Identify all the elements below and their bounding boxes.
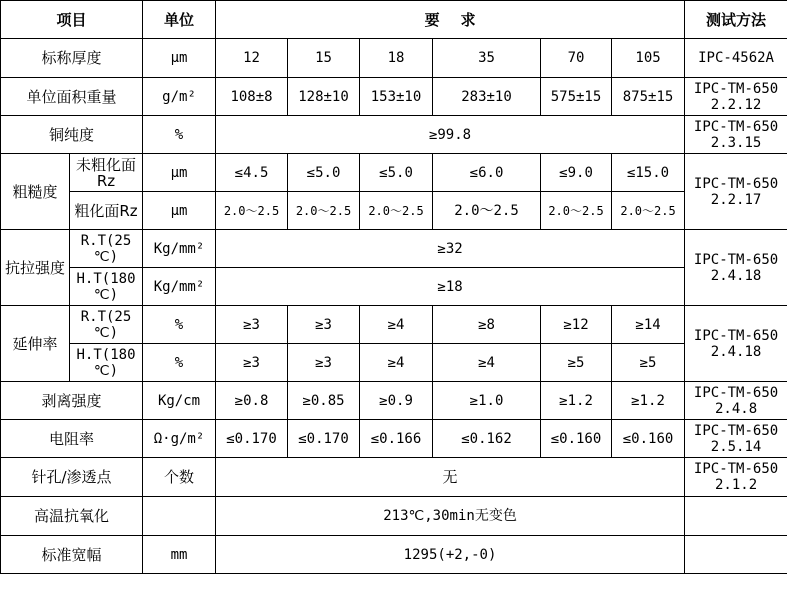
elongation-ht-row [1, 344, 787, 382]
resistivity-method [685, 420, 787, 458]
pinhole-unit: 个数 [143, 458, 216, 497]
elongation-rt-row [1, 306, 787, 344]
roughness-treated-value: 2.0～2.5 [541, 192, 612, 230]
weight-value: 875±15 [612, 78, 685, 116]
roughness-treated-row [1, 192, 787, 230]
tensile-method [685, 230, 787, 306]
peel-value: ≥0.9 [360, 382, 433, 420]
method-line-1: IPC-TM-650 [693, 175, 779, 192]
thickness-unit: μm [143, 39, 216, 78]
resistivity-value: ≤0.166 [360, 420, 433, 458]
roughness-untreated-unit: μm [143, 154, 216, 192]
elongation-ht-value: ≥3 [216, 344, 288, 382]
tensile-ht-value: ≥18 [216, 268, 685, 306]
tensile-ht-unit: Kg/mm² [143, 268, 216, 306]
tensile-rt-unit: Kg/mm² [143, 230, 216, 268]
thickness-value: 15 [288, 39, 360, 78]
purity-unit: % [143, 116, 216, 154]
tensile-rt-value: ≥32 [216, 230, 685, 268]
tensile-ht-label [70, 268, 143, 306]
elongation-rt-value: ≥4 [360, 306, 433, 344]
elongation-ht-label [70, 344, 143, 382]
peel-value: ≥0.85 [288, 382, 360, 420]
roughness-treated-value: 2.0～2.5 [216, 192, 288, 230]
weight-value: 575±15 [541, 78, 612, 116]
weight-unit: g/m² [143, 78, 216, 116]
elongation-ht-value: ≥4 [433, 344, 541, 382]
pinhole-method [685, 458, 787, 497]
method-line-2: 2.4.18 [710, 267, 762, 284]
width-row [1, 536, 787, 574]
method-line-2: 2.5.14 [710, 438, 762, 455]
thickness-value: 18 [360, 39, 433, 78]
header-row [1, 1, 787, 39]
roughness-untreated-value: ≤5.0 [360, 154, 433, 192]
width-label: 标准宽幅 [1, 536, 143, 574]
weight-value: 128±10 [288, 78, 360, 116]
header-requirement: 要 求 [216, 1, 685, 39]
method-line-1: IPC-TM-650 [693, 118, 779, 135]
roughness-untreated-value: ≤5.0 [288, 154, 360, 192]
label-line-1: H.T(180 [76, 346, 136, 363]
method-line-2: 2.4.18 [710, 343, 762, 360]
weight-row [1, 78, 787, 116]
pinhole-row [1, 458, 787, 497]
roughness-untreated-label [70, 154, 143, 192]
peel-value: ≥1.2 [612, 382, 685, 420]
elongation-rt-value: ≥8 [433, 306, 541, 344]
weight-value: 108±8 [216, 78, 288, 116]
thickness-value: 70 [541, 39, 612, 78]
resistivity-unit: Ω·g/m² [143, 420, 216, 458]
purity-row [1, 116, 787, 154]
resistivity-value: ≤0.160 [541, 420, 612, 458]
elongation-rt-unit: % [143, 306, 216, 344]
tensile-ht-row [1, 268, 787, 306]
label-line-1: H.T(180 [76, 270, 136, 287]
width-method [685, 536, 787, 574]
pinhole-label: 针孔/渗透点 [1, 458, 143, 497]
peel-row [1, 382, 787, 420]
method-line-1: IPC-TM-650 [693, 422, 779, 439]
roughness-untreated-value: ≤4.5 [216, 154, 288, 192]
resistivity-value: ≤0.170 [216, 420, 288, 458]
width-unit: mm [143, 536, 216, 574]
peel-value: ≥1.2 [541, 382, 612, 420]
header-unit: 单位 [143, 1, 216, 39]
label-line-2: ℃) [93, 248, 119, 265]
purity-label: 铜纯度 [1, 116, 143, 154]
peel-method [685, 382, 787, 420]
method-line-2: 2.1.2 [714, 477, 758, 493]
elongation-ht-value: ≥5 [612, 344, 685, 382]
roughness-untreated-row [1, 154, 787, 192]
elongation-label: 延伸率 [1, 306, 70, 382]
method-line-1: IPC-TM-650 [693, 251, 779, 268]
weight-label: 单位面积重量 [1, 78, 143, 116]
peel-unit: Kg/cm [143, 382, 216, 420]
resistivity-label: 电阻率 [1, 420, 143, 458]
weight-value: 153±10 [360, 78, 433, 116]
tensile-label: 抗拉强度 [1, 230, 70, 306]
thickness-label: 标称厚度 [1, 39, 143, 78]
thickness-value: 105 [612, 39, 685, 78]
thickness-row [1, 39, 787, 78]
tensile-rt-row [1, 230, 787, 268]
header-item: 项目 [1, 1, 143, 39]
roughness-treated-label: 粗化面Rz [70, 192, 143, 230]
label-line-2: ℃) [93, 324, 119, 341]
width-value: 1295(+2,-0) [216, 536, 685, 574]
oxidation-row [1, 497, 787, 536]
roughness-treated-value: 2.0～2.5 [360, 192, 433, 230]
thickness-value: 35 [433, 39, 541, 78]
label-line-2: ℃) [93, 362, 119, 379]
method-line-1: IPC-TM-650 [693, 80, 779, 97]
roughness-method [685, 154, 787, 230]
resistivity-row [1, 420, 787, 458]
oxidation-value: 213℃,30min无变色 [216, 497, 685, 536]
elongation-rt-value: ≥3 [288, 306, 360, 344]
elongation-ht-value: ≥5 [541, 344, 612, 382]
oxidation-unit [143, 497, 216, 536]
method-line-1: IPC-TM-650 [693, 384, 779, 401]
roughness-untreated-value: ≤9.0 [541, 154, 612, 192]
elongation-ht-value: ≥4 [360, 344, 433, 382]
tensile-rt-label [70, 230, 143, 268]
elongation-ht-value: ≥3 [288, 344, 360, 382]
roughness-treated-value: 2.0～2.5 [433, 192, 541, 230]
oxidation-label: 高温抗氧化 [1, 497, 143, 536]
roughness-treated-value: 2.0～2.5 [612, 192, 685, 230]
elongation-ht-unit: % [143, 344, 216, 382]
resistivity-value: ≤0.170 [288, 420, 360, 458]
elongation-rt-label [70, 306, 143, 344]
oxidation-method [685, 497, 787, 536]
label-line-1: 未粗化面 [76, 155, 137, 174]
label-line-2: Rz [96, 171, 116, 190]
roughness-untreated-value: ≤6.0 [433, 154, 541, 192]
label-line-1: R.T(25 [80, 232, 132, 249]
elongation-method [685, 306, 787, 382]
weight-method [685, 78, 787, 116]
thickness-value: 12 [216, 39, 288, 78]
elongation-rt-value: ≥14 [612, 306, 685, 344]
method-line-2: 2.4.8 [714, 400, 758, 417]
purity-method [685, 116, 787, 154]
weight-value: 283±10 [433, 78, 541, 116]
method-line-2: 2.3.15 [710, 134, 762, 151]
method-line-1: IPC-TM-650 [693, 327, 779, 344]
peel-value: ≥1.0 [433, 382, 541, 420]
resistivity-value: ≤0.162 [433, 420, 541, 458]
elongation-rt-value: ≥3 [216, 306, 288, 344]
label-line-1: R.T(25 [80, 308, 132, 325]
roughness-untreated-value: ≤15.0 [612, 154, 685, 192]
roughness-treated-unit: μm [143, 192, 216, 230]
method-line-1: IPC-TM-650 [693, 461, 779, 477]
purity-value: ≥99.8 [216, 116, 685, 154]
roughness-label: 粗糙度 [1, 154, 70, 230]
method-line-2: 2.2.17 [710, 191, 762, 208]
roughness-treated-value: 2.0～2.5 [288, 192, 360, 230]
resistivity-value: ≤0.160 [612, 420, 685, 458]
pinhole-value: 无 [216, 458, 685, 497]
label-line-2: ℃) [93, 286, 119, 303]
peel-value: ≥0.8 [216, 382, 288, 420]
elongation-rt-value: ≥12 [541, 306, 612, 344]
method-line-2: 2.2.12 [710, 96, 762, 113]
thickness-method: IPC-4562A [685, 39, 787, 78]
header-method: 测试方法 [685, 1, 787, 39]
peel-label: 剥离强度 [1, 382, 143, 420]
